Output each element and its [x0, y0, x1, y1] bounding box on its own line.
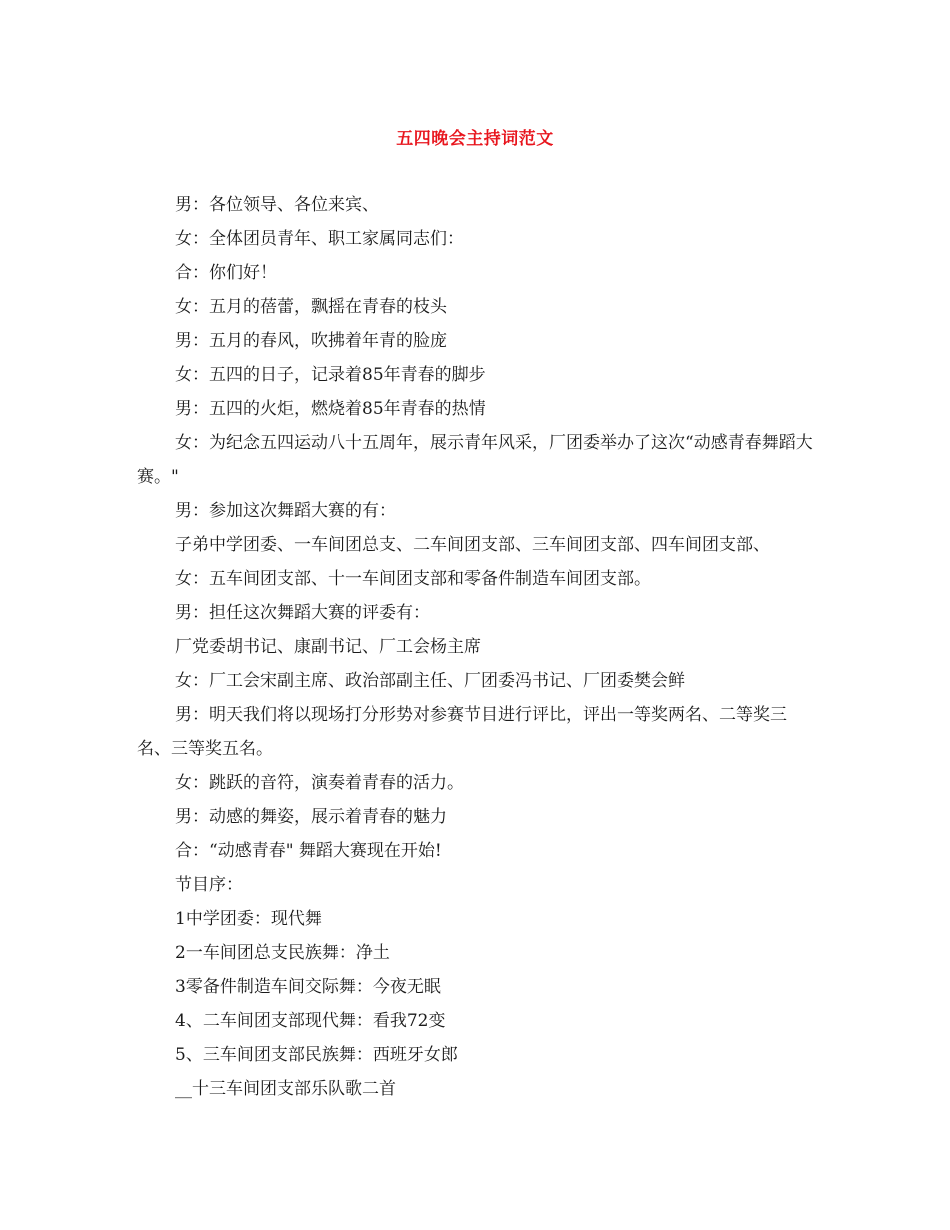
paragraph: 男：担任这次舞蹈大赛的评委有： — [175, 603, 430, 623]
paragraph: 子弟中学团委、一车间团总支、二车间团支部、三车间团支部、四车间团支部、 — [175, 535, 770, 555]
paragraph: 女：五四的日子，记录着85年青春的脚步 — [175, 365, 486, 385]
paragraph: 男：参加这次舞蹈大赛的有： — [175, 501, 396, 521]
paragraph: 男：各位领导、各位来宾、 — [175, 195, 379, 215]
paragraph: 女：厂工会宋副主席、政治部副主任、厂团委冯书记、厂团委樊会鲜 — [175, 671, 685, 691]
document-title: 五四晚会主持词范文 — [396, 129, 554, 149]
paragraph: 男：动感的舞姿，展示着青春的魅力 — [175, 807, 447, 827]
paragraph: __十三车间团支部乐队歌二首 — [175, 1079, 396, 1099]
paragraph: 女：五月的蓓蕾，飘摇在青春的枝头 — [175, 297, 447, 317]
paragraph: 节目序： — [175, 875, 243, 895]
paragraph: 3零备件制造车间交际舞：今夜无眠 — [175, 977, 441, 997]
paragraph: 厂党委胡书记、康副书记、厂工会杨主席 — [175, 637, 481, 657]
document-body — [137, 188, 817, 1106]
paragraph: 5、三车间团支部民族舞：西班牙女郎 — [175, 1045, 458, 1065]
paragraph: 女：全体团员青年、职工家属同志们： — [175, 229, 464, 249]
paragraph: 1中学团委：现代舞 — [175, 909, 322, 929]
paragraph: 2一车间团总支民族舞：净土 — [175, 943, 390, 963]
paragraph: 男：五四的火炬，燃烧着85年青春的热情 — [175, 399, 486, 419]
paragraph: 女：为纪念五四运动八十五周年，展示青年风采，厂团委举办了这次“动感青春舞蹈大赛。" — [137, 433, 813, 487]
paragraph: 合：你们好！ — [175, 263, 277, 283]
paragraph: 女：跳跃的音符，演奏着青春的活力。 — [175, 773, 464, 793]
paragraph: 男：五月的春风，吹拂着年青的脸庞 — [175, 331, 447, 351]
paragraph: 4、二车间团支部现代舞：看我72变 — [175, 1011, 446, 1031]
paragraph: 女：五车间团支部、十一车间团支部和零备件制造车间团支部。 — [175, 569, 651, 589]
paragraph: 合：“动感青春" 舞蹈大赛现在开始! — [175, 841, 442, 861]
paragraph: 男：明天我们将以现场打分形势对参赛节目进行评比，评出一等奖两名、二等奖三名、三等奖五名。 — [137, 705, 787, 759]
